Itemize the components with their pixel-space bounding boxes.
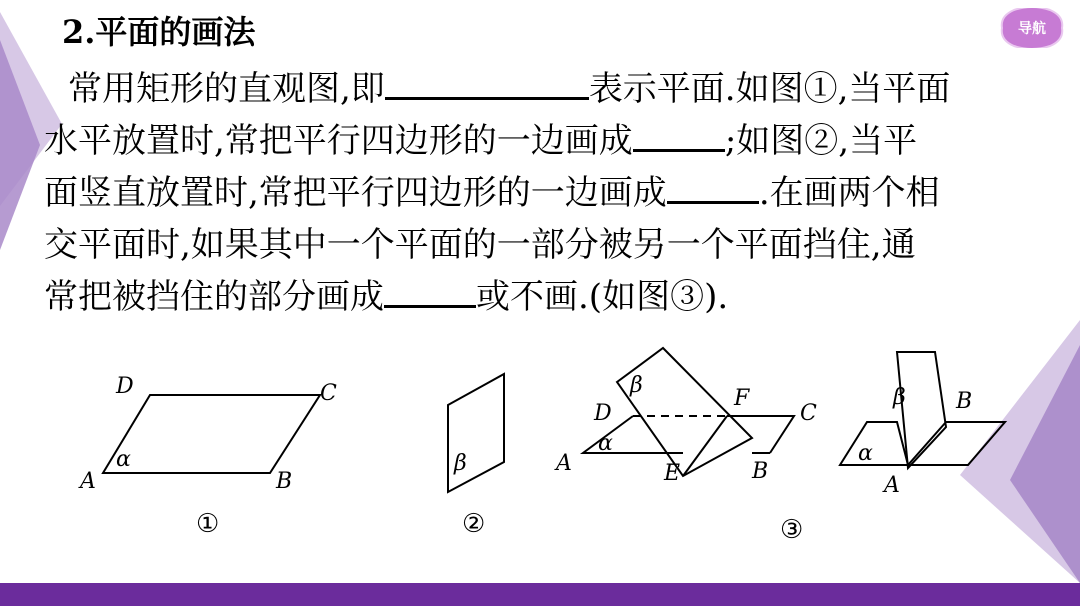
fig4-left-wing (840, 422, 908, 465)
fig2-label-beta: β (454, 451, 467, 476)
paragraph-line (44, 167, 1054, 219)
fig3-label-D: D (594, 401, 612, 426)
fig3-label-C: C (800, 401, 817, 426)
geometry-figures (0, 330, 1080, 580)
fig1-label-B: B (276, 469, 293, 494)
fill-in-blank (385, 71, 589, 100)
text-segment: 常用矩形的直观图,即 (68, 69, 385, 109)
fig1-label-C: C (320, 381, 337, 406)
text-segment: 水平放置时,常把平行四边形的一边画成 (44, 121, 633, 161)
fig3-label-B: B (752, 459, 769, 484)
fig4-right-wing (908, 422, 1005, 465)
fig1-parallelogram (103, 395, 320, 473)
fig4-label-beta: β (893, 385, 906, 410)
text-segment: 或不画.(如图③). (476, 277, 729, 317)
fig1-label-A: A (80, 469, 96, 494)
paragraph-line (44, 63, 1054, 115)
text-segment: ;如图②,当平 (724, 121, 918, 161)
nav-button[interactable] (1000, 8, 1064, 48)
fig3-label-A: A (556, 451, 572, 476)
text-segment: 表示平面.如图①,当平面 (588, 69, 951, 109)
fig1-caption: ① (196, 509, 220, 539)
fig4-label-alpha: α (858, 441, 873, 466)
section-heading: 2.平面的画法 (62, 13, 256, 51)
fig2-caption: ② (462, 509, 486, 539)
text-segment: 交平面时,如果其中一个平面的一部分被另一个平面挡住,通 (44, 225, 916, 265)
fig3-label-E: E (664, 461, 681, 486)
text-segment: 常把被挡住的部分画成 (44, 277, 384, 317)
fig3-label-F: F (734, 386, 750, 411)
fill-in-blank (384, 279, 476, 308)
fig4-label-A: A (884, 473, 900, 498)
fig1-label-alpha: α (116, 447, 131, 472)
fig4-label-B: B (956, 389, 973, 414)
fig3-intersection-line (683, 416, 727, 476)
text-segment: .在画两个相 (758, 173, 940, 213)
fig3-label-alpha: α (598, 431, 613, 456)
fig3-caption: ③ (780, 515, 804, 545)
fill-in-blank (633, 123, 725, 152)
fig3-beta-plane (617, 348, 752, 476)
bottom-accent-bar (0, 583, 1080, 606)
nav-label[interactable]: 导航 (1018, 21, 1046, 37)
text-segment: 面竖直放置时,常把平行四边形的一边画成 (44, 173, 667, 213)
fig3-label-beta: β (630, 373, 643, 398)
paragraph-line (44, 219, 1054, 271)
figures-area (0, 330, 1080, 580)
fig1-label-D: D (116, 374, 134, 399)
fill-in-blank (667, 175, 759, 204)
paragraph-line (44, 115, 1054, 167)
body-paragraph (44, 63, 1054, 323)
paragraph-line (44, 271, 1054, 323)
